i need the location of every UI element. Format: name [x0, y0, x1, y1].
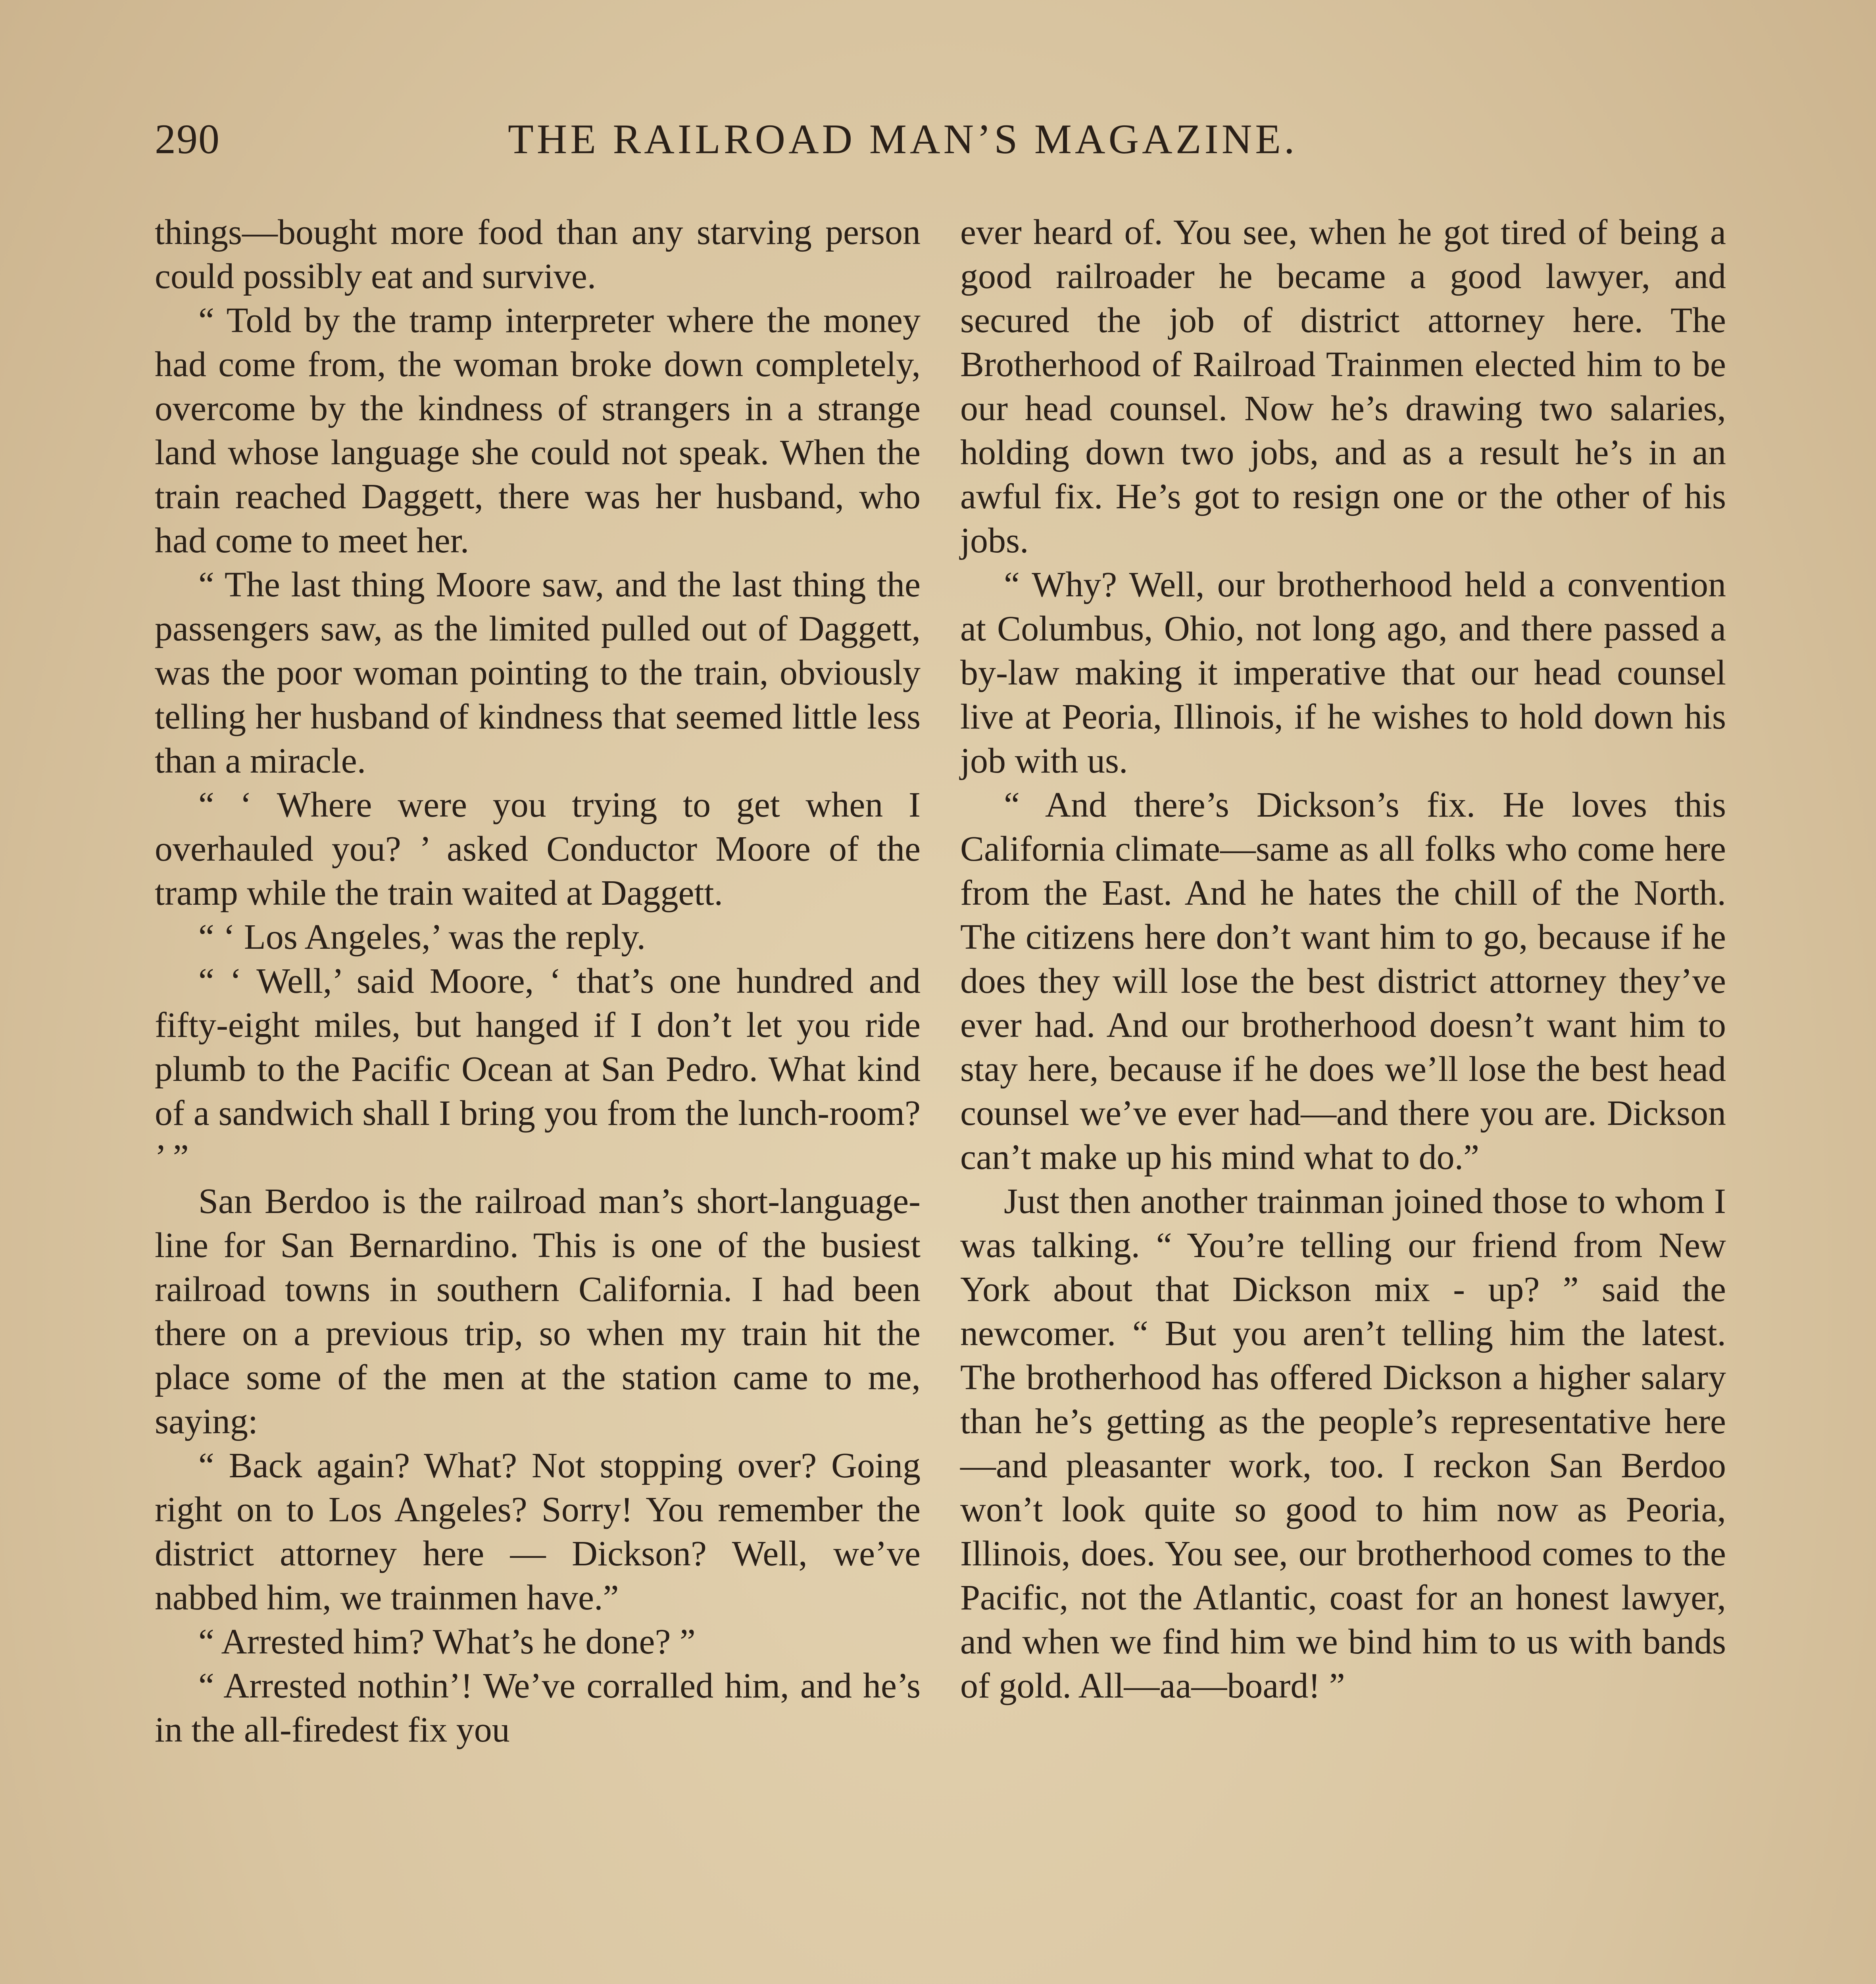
paragraph: “ Arrested him? What’s he done? ”: [198, 1622, 696, 1661]
paragraph: “ ‘ Well,’ said Moore, ‘ that’s one hundred and fifty-eight miles, but hanged if I don’t let you ride plumb to the Pacific Ocean at San Pedro. What kind of a sandwich shall I bring you from the lunch-room? ’ ”: [155, 961, 921, 1177]
running-title: THE RAILROAD MAN’S MAGAZINE.: [508, 116, 1298, 162]
paragraph: ever heard of. You see, when he got tired of being a good railroader he became a good lawyer, and secured the job of district attorney here. The Brotherhood of Railroad Trainmen elected him to be our head counsel. Now he’s drawing two salaries, holding down two jobs, and as a result he’s in an awful fix. He’s got to resign one or the other of his jobs.: [960, 213, 1726, 560]
page-number: 290: [155, 116, 220, 162]
paragraph: “ Why? Well, our brotherhood held a convention at Columbus, Ohio, not long ago, and there passed a by-law making it imperative that our head counsel live at Peoria, Illinois, if he wishes to hold down his job with us.: [960, 565, 1726, 781]
paragraph: “ And there’s Dickson’s fix. He loves this California climate—same as all folks who come here from the East. And he hates the chill of the North. The citizens here don’t want him to go, because if he does they will lose the best district attorney they’ve ever had. And our brotherhood doesn’t want him to stay here, because if he does we’ll lose the best head counsel we’ve ever had—and there you are. Dickson can’t make up his mind what to do.”: [960, 785, 1726, 1177]
paragraph: “ Arrested nothin’! We’ve corralled him, and he’s in the all-firedest fix you: [155, 1666, 921, 1749]
paragraph: things—bought more food than any starving person could possibly eat and survive.: [155, 213, 921, 296]
paragraph: “ The last thing Moore saw, and the last thing the passengers saw, as the limited pulled out of Daggett, was the poor woman pointing to the train, obviously telling her husband of kindness that seemed little less than a miracle.: [155, 565, 921, 781]
paragraph: Just then another trainman joined those to whom I was talking. “ You’re telling our friend from New York about that Dickson mix - up? ” said the newcomer. “ But you aren’t telling him the latest. The brotherhood has offered Dickson a higher salary than he’s getting as the people’s representative here—and pleasanter work, too. I reckon San Berdoo won’t look quite so good to him now as Peoria, Illinois, does. You see, our brotherhood comes to the Pacific, not the Atlantic, coast for an honest lawyer, and when we find him we bind him to us with bands of gold. All—aa—board! ”: [960, 1182, 1726, 1705]
paragraph: “ ‘ Los Angeles,’ was the reply.: [198, 917, 646, 957]
paragraph: “ Back again? What? Not stopping over? Going right on to Los Angeles? Sorry! You remember the district attorney here — Dickson? Well, we’ve nabbed him, we trainmen have.”: [155, 1446, 921, 1617]
paragraph: “ Told by the tramp interpreter where the money had come from, the woman broke down completely, overcome by the kindness of strangers in a strange land whose language she could not speak. When the train reached Daggett, there was her husband, who had come to meet her.: [155, 301, 921, 560]
paragraph: “ ‘ Where were you trying to get when I overhauled you? ’ asked Conductor Moore of the tramp while the train waited at Daggett.: [155, 785, 921, 913]
left-column: [155, 210, 921, 1752]
page-header: [155, 115, 1726, 175]
right-column: [960, 210, 1726, 1708]
paragraph: San Berdoo is the railroad man’s short-language-line for San Bernardino. This is one of the busiest railroad towns in southern California. I had been there on a previous trip, so when my train hit the place some of the men at the station came to me, saying:: [155, 1182, 921, 1441]
